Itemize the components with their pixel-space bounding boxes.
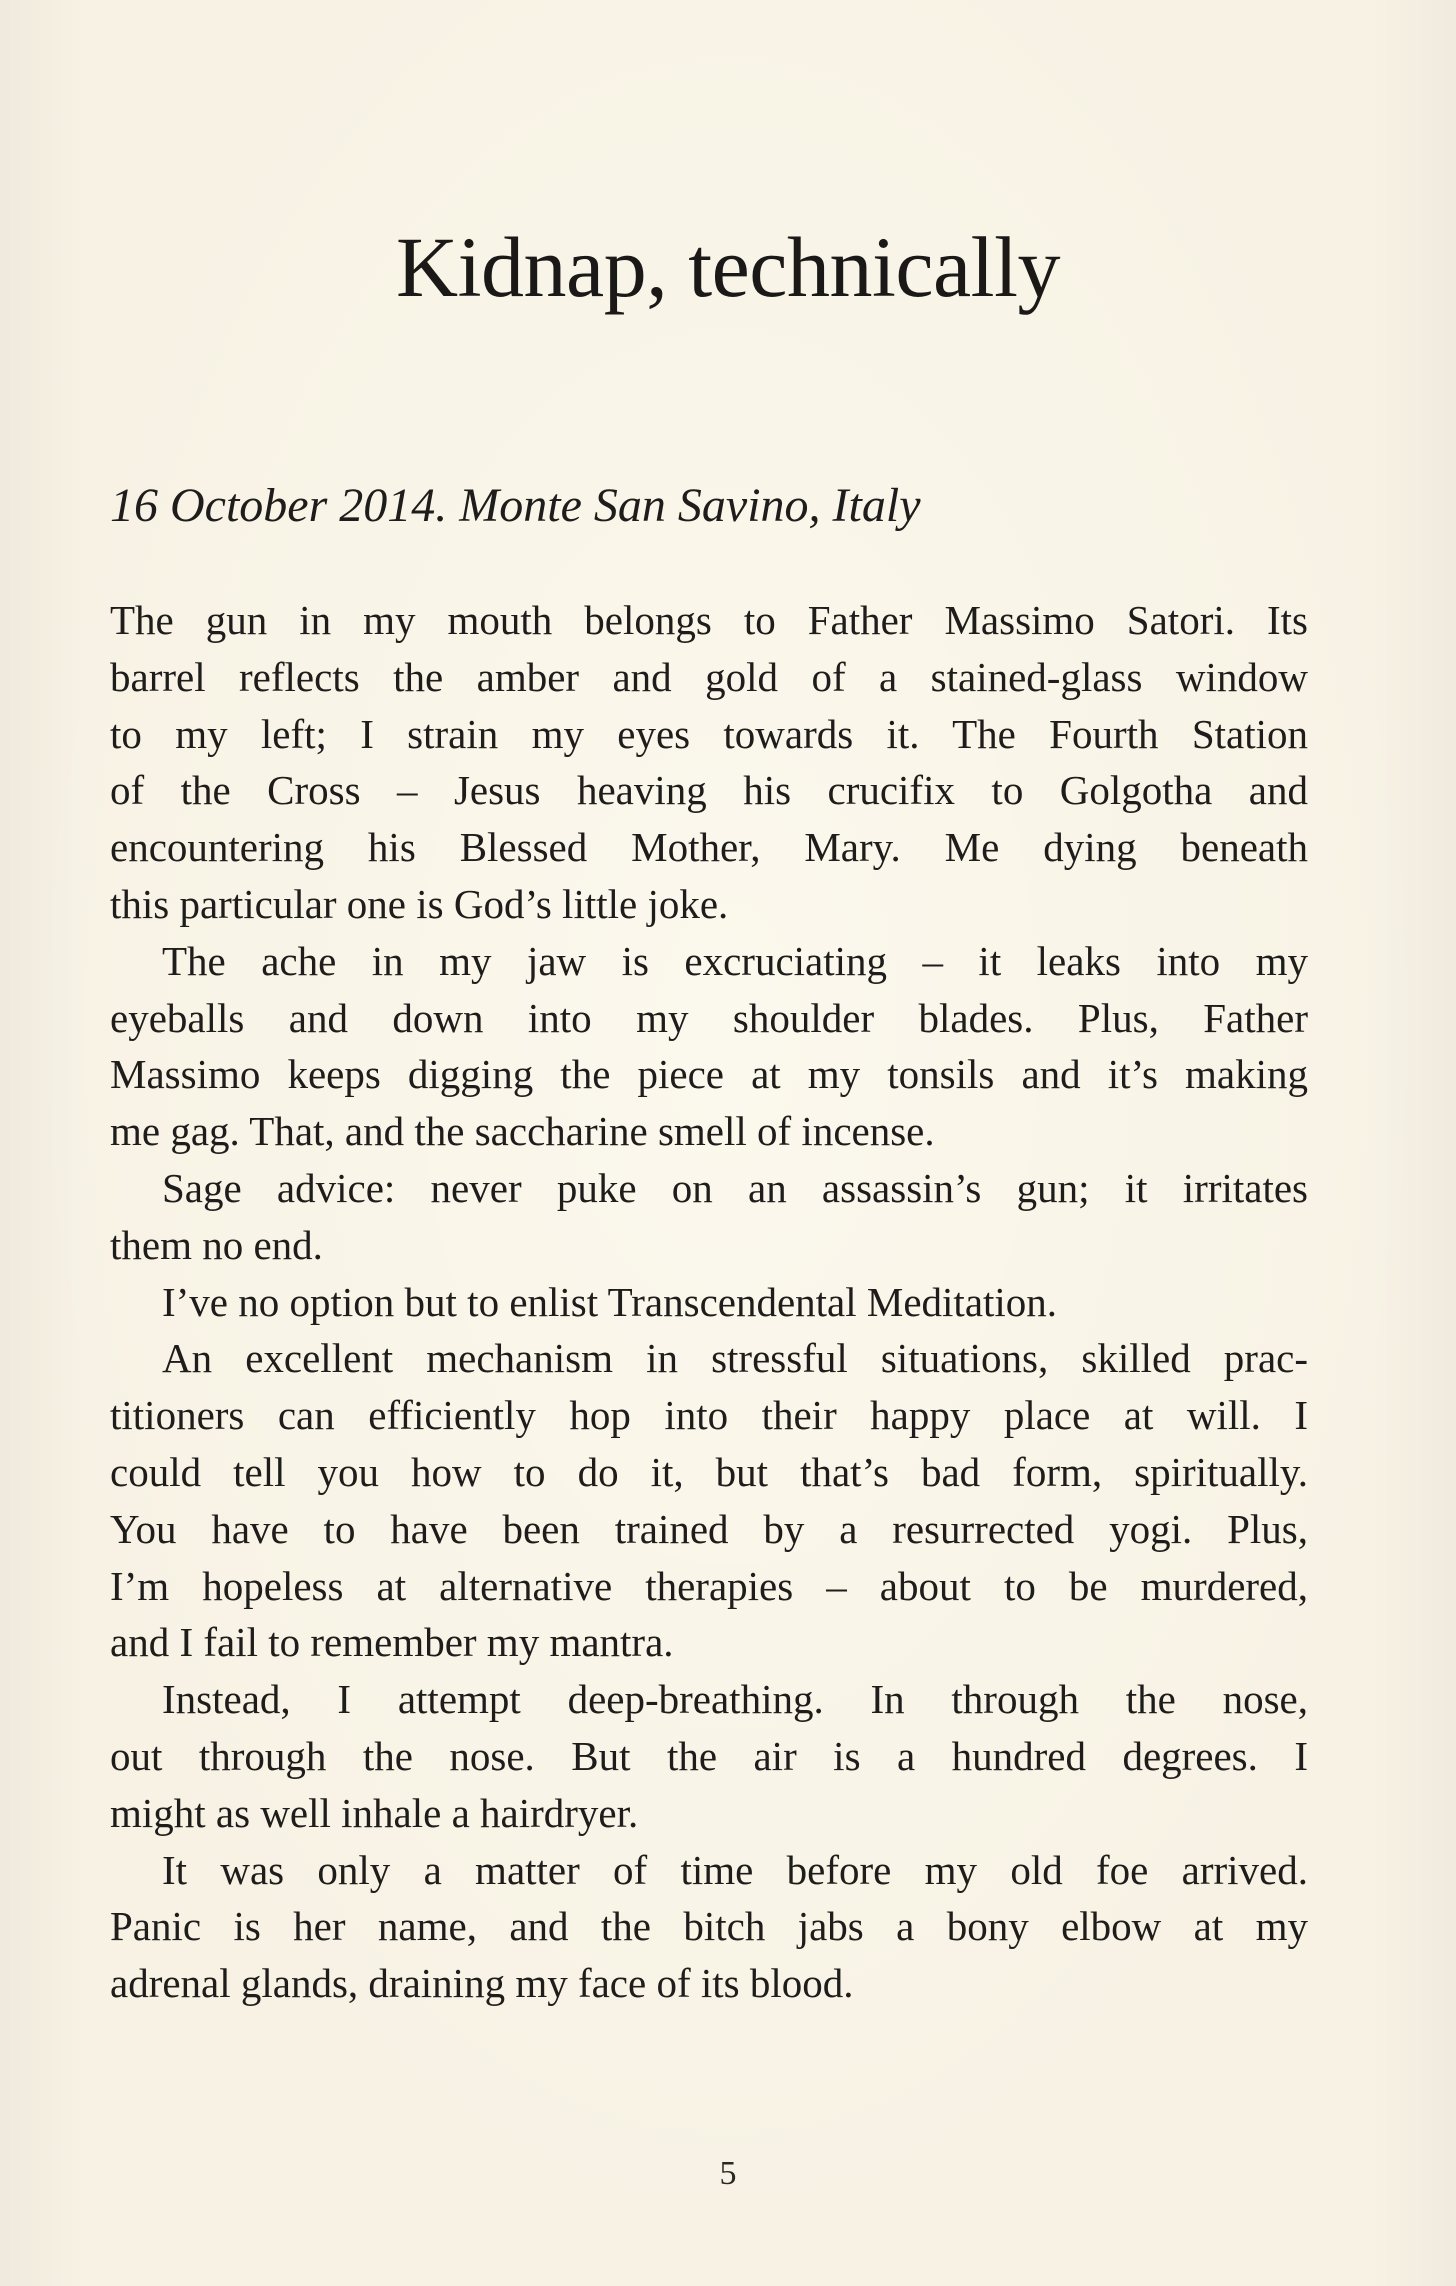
text-line: barrel reflects the amber and gold of a stained-glass window (110, 653, 1308, 700)
text-line: The ache in my jaw is excruciating – it leaks into my (162, 937, 1308, 984)
text-line: Instead, I attempt deep-breathing. In through the nose, (162, 1676, 1308, 1723)
text-line: I’ve no option but to enlist Transcendental Meditation. (162, 1278, 1058, 1325)
text-line: and I fail to remember my mantra. (110, 1619, 674, 1666)
text-line: could tell you how to do it, but that’s bad form, spiritually. (110, 1448, 1308, 1495)
text-line: An excellent mechanism in stressful situations, skilled prac- (162, 1335, 1308, 1382)
text-line: eyeballs and down into my shoulder blades. Plus, Father (110, 994, 1308, 1041)
text-line: You have to have been trained by a resurrected yogi. Plus, (110, 1505, 1308, 1552)
text-line: I’m hopeless at alternative therapies – about to be murdered, (110, 1562, 1308, 1609)
body-text (110, 592, 1308, 2012)
page-number: 5 (719, 2155, 737, 2192)
text-line: to my left; I strain my eyes towards it. The Fourth Station (110, 710, 1308, 757)
text-line: Panic is her name, and the bitch jabs a bony elbow at my (110, 1903, 1308, 1950)
text-line: out through the nose. But the air is a hundred degrees. I (110, 1732, 1308, 1779)
text-line: this particular one is God’s little joke. (110, 880, 729, 927)
text-line: It was only a matter of time before my old foe arrived. (162, 1846, 1308, 1893)
text-line: them no end. (110, 1221, 323, 1268)
text-line: encountering his Blessed Mother, Mary. Me dying beneath (110, 824, 1308, 871)
text-line: might as well inhale a hairdryer. (110, 1789, 639, 1836)
text-line: adrenal glands, draining my face of its blood. (110, 1960, 854, 2007)
chapter-title: Kidnap, technically (396, 219, 1060, 315)
text-line: The gun in my mouth belongs to Father Massimo Satori. Its (110, 597, 1308, 643)
text-line: me gag. That, and the saccharine smell of incense. (110, 1108, 935, 1155)
text-line: of the Cross – Jesus heaving his crucifix to Golgotha and (110, 767, 1308, 814)
chapter-dateline: 16 October 2014. Monte San Savino, Italy (110, 479, 921, 532)
text-line: titioners can efficiently hop into their happy place at will. I (110, 1392, 1308, 1439)
text-line: Sage advice: never puke on an assassin’s gun; it irritates (162, 1164, 1308, 1211)
text-line: Massimo keeps digging the piece at my tonsils and it’s making (110, 1051, 1308, 1098)
